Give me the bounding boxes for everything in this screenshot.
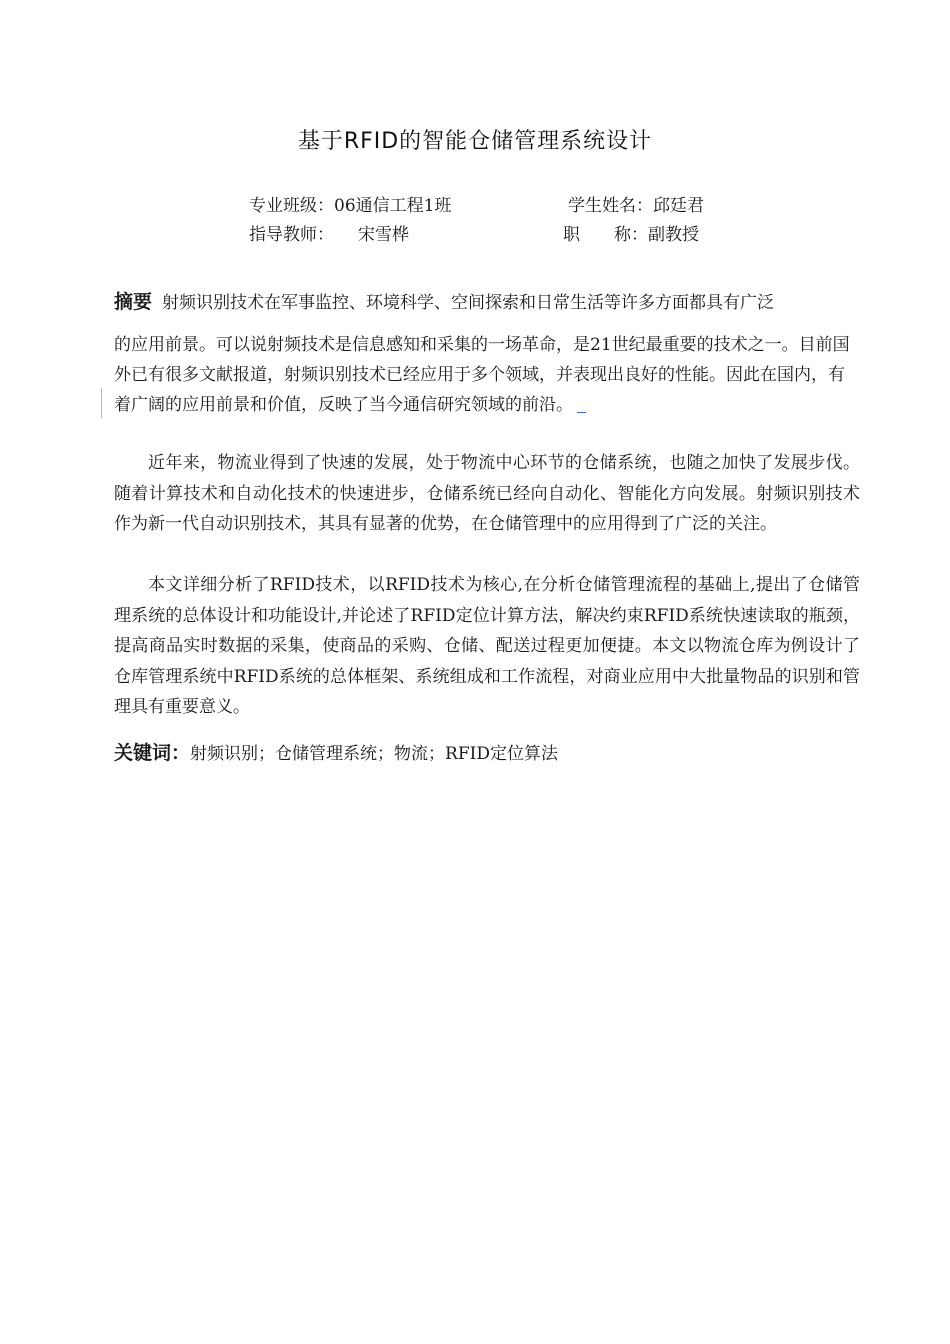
class-info — [249, 193, 451, 219]
rank-info — [563, 222, 699, 248]
abstract-first-line — [114, 287, 860, 318]
keywords-line — [114, 738, 558, 769]
keywords-value: 射频识别；仓储管理系统；物流；RFID定位算法 — [190, 744, 558, 764]
keywords-label: 关键词： — [114, 742, 191, 764]
student-label: 学生姓名： — [568, 196, 653, 216]
advisor-value: 宋雪桦 — [358, 225, 409, 245]
abstract-continuation: 的应用前景。可以说射频技术是信息感知和采集的一场革命，是21世纪最重要的技术之一。目前国外已有很多文献报道，射频识别技术已经应用于多个领域，并表现出良好的性能。因此在国内，有着广阔的应用前景和价值，反映了当今通信研究领域的前沿。 — [114, 335, 850, 415]
abstract-first-text: 射频识别技术在军事监控、环境科学、空间探索和日常生活等许多方面都具有广泛 — [162, 293, 775, 313]
change-bar — [101, 388, 102, 418]
student-info — [568, 193, 704, 219]
rank-label: 职 称： — [563, 225, 648, 245]
rank-value: 副教授 — [648, 225, 699, 245]
body-paragraph-1: 近年来，物流业得到了快速的发展，处于物流中心环节的仓储系统，也随之加快了发展步伐。随着计算技术和自动化技术的快速进步，仓储系统已经向自动化、智能化方向发展。射频识别技术作为新一代自动识别技术，其具有显著的优势，在仓储管理中的应用得到了广泛的关注。 — [114, 453, 860, 534]
abstract-body — [114, 330, 860, 420]
advisor-label: 指导教师： — [249, 225, 334, 245]
class-label: 专业班级： — [249, 196, 334, 216]
text-cursor-mark — [577, 412, 586, 413]
student-value: 邱廷君 — [653, 196, 704, 216]
page-title: 基于RFID的智能仓储管理系统设计 — [297, 129, 653, 154]
body-paragraph-2: 本文详细分析了RFID技术，以RFID技术为核心,在分析仓储管理流程的基础上,提出了仓储管理系统的总体设计和功能设计,并论述了RFID定位计算方法，解决约束RFID系统快速读取的瓶颈，提高商品实时数据的采集，使商品的采购、仓储、配送过程更加便捷。本文以物流仓库为例设计了仓库管理系统中RFID系统的总体框架、系统组成和工作流程，对商业应用中大批量物品的识别和管理具有重要意义。 — [114, 575, 860, 717]
advisor-info — [249, 222, 409, 248]
class-value: 06通信工程1班 — [334, 196, 452, 216]
abstract-label: 摘要 — [114, 291, 153, 313]
